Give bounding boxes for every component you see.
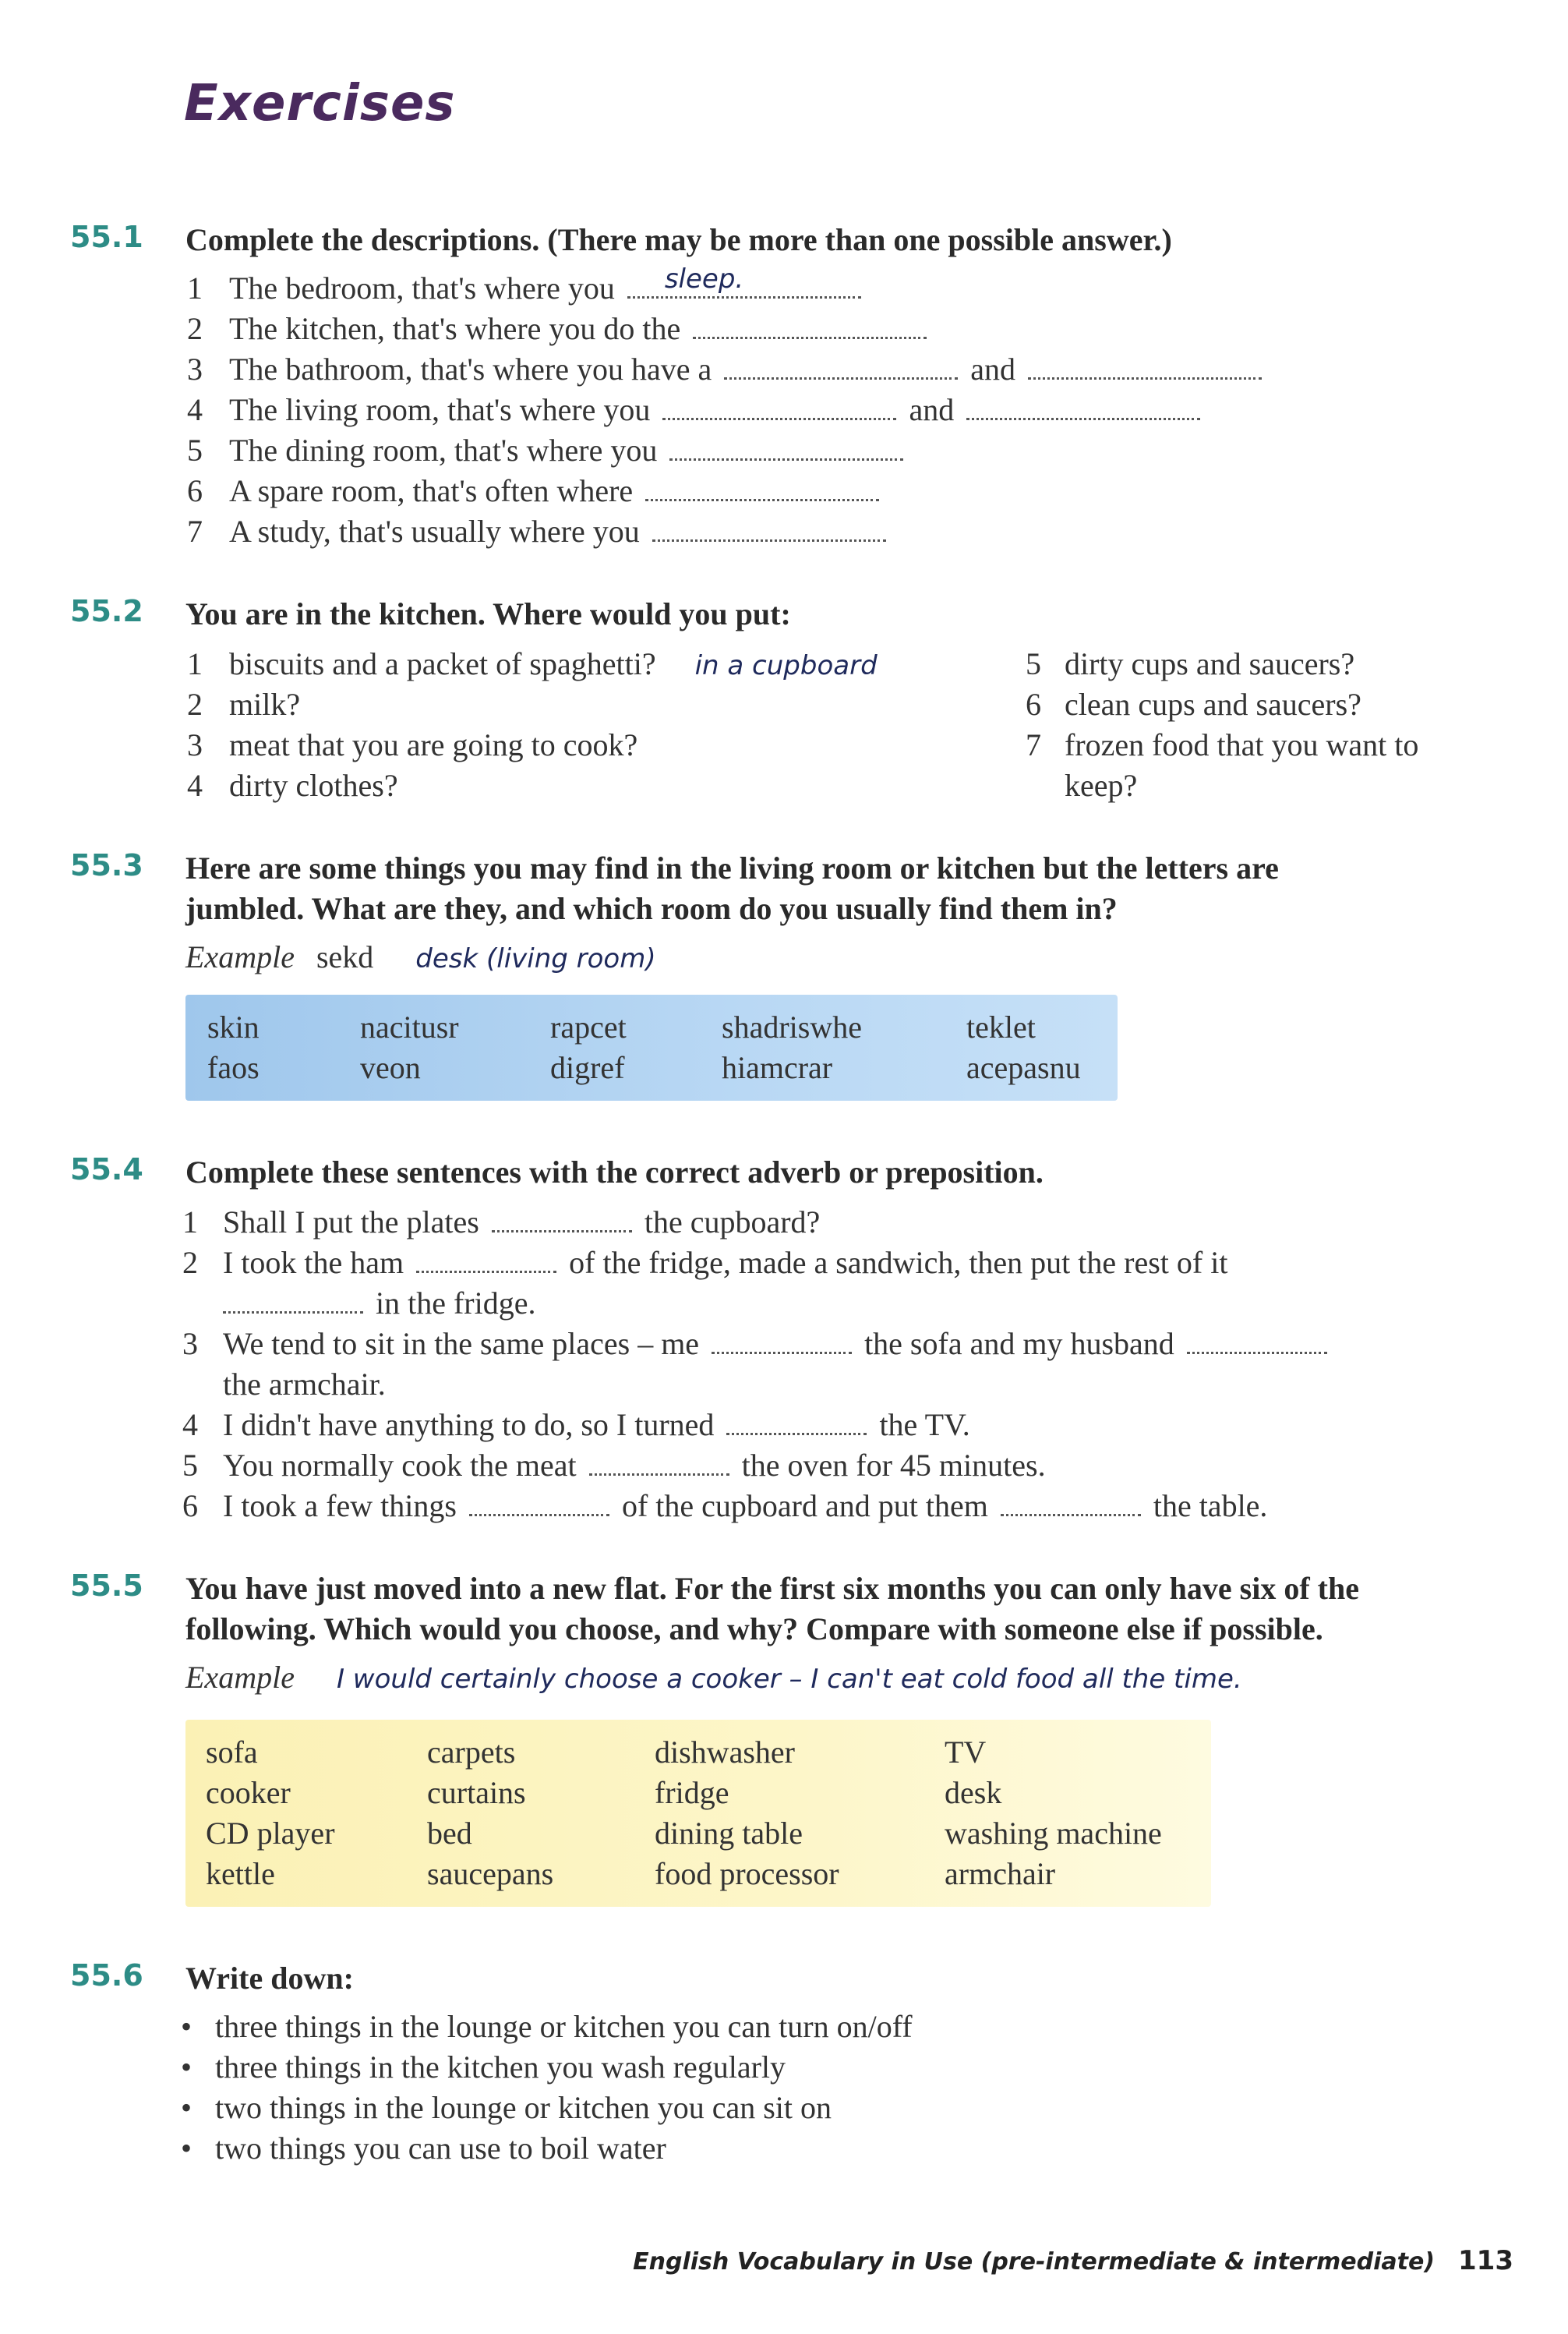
answer-blank[interactable] [645,476,879,501]
answer-blank[interactable] [712,1328,852,1354]
item-word: curtains [427,1775,526,1810]
item-number: 3 [187,352,203,387]
exercise-item [187,725,637,766]
exercise-instruction: You have just moved into a new flat. For the first six months you can only have six of the [185,1571,1359,1606]
item-number: 2 [182,1245,198,1280]
handwritten-answer: desk (living room) [415,943,656,974]
jumbled-word: nacitusr [360,1010,459,1045]
exercise-item [182,1445,1046,1486]
answer-blank[interactable] [223,1288,363,1314]
handwritten-answer: sleep. [664,263,744,295]
item-word: washing machine [945,1816,1162,1851]
page-number: 113 [1458,2245,1513,2276]
jumbled-word: skin [207,1010,260,1045]
bullet-text: three things in the lounge or kitchen you can turn on/off [215,2009,913,2044]
answer-blank[interactable] [652,516,886,542]
example-word: sekd [316,939,374,974]
item-text: The dining room, that's where you [229,433,658,468]
page-title: Exercises [184,75,456,133]
exercise-item [182,1405,970,1445]
item-number: 4 [187,768,203,803]
item-word: dishwasher [655,1735,795,1770]
jumbled-word: shadriswhe [722,1010,862,1045]
bullet-item: • two things in the lounge or kitchen you can sit on [181,2090,832,2125]
exercise-instruction: jumbled. What are they, and which room do you usually find them in? [185,891,1118,926]
exercise-item [182,1243,1227,1283]
answer-blank[interactable] [726,1409,867,1435]
example-label: Example [185,939,295,974]
item-word: saucepans [427,1856,554,1891]
item-text: the oven for 45 minutes. [741,1448,1046,1483]
connector-word: and [970,352,1015,387]
item-text: I took the ham [223,1245,404,1280]
item-number: 3 [187,727,203,762]
item-word: sofa [206,1735,258,1770]
exercise-item [187,644,878,686]
exercise-number: 55.1 [70,220,143,254]
exercise-item [187,309,931,349]
bullet-item: • three things in the kitchen you wash regularly [181,2049,786,2085]
answer-blank[interactable] [627,263,861,299]
item-text: the TV. [879,1407,970,1442]
answer-blank[interactable] [1001,1491,1141,1516]
exercise-instruction: Here are some things you may find in the living room or kitchen but the letters are [185,850,1279,886]
item-continuation: keep? [1065,768,1138,803]
exercise-number: 55.4 [70,1152,143,1186]
answer-blank[interactable] [1028,354,1262,380]
item-number: 6 [187,473,203,508]
exercise-item [187,766,398,806]
item-word: food processor [655,1856,839,1891]
jumbled-word: hiamcrar [722,1050,833,1085]
example-line [185,937,656,979]
answer-blank[interactable] [966,394,1200,420]
connector-word: and [909,392,955,427]
jumbled-word: teklet [966,1010,1036,1045]
item-text: The living room, that's where you [229,392,651,427]
bullet-item: • two things you can use to boil water [181,2131,666,2166]
exercise-instruction: You are in the kitchen. Where would you put: [185,596,791,631]
item-word: CD player [206,1816,335,1851]
exercise-number: 55.6 [70,1958,143,1993]
exercise-number: 55.5 [70,1568,143,1603]
item-text: of the cupboard and put them [621,1488,988,1523]
item-text: You normally cook the meat [223,1448,577,1483]
exercise-instruction: Complete the descriptions. (There may be more than one possible answer.) [185,222,1172,257]
answer-blank[interactable] [469,1491,609,1516]
item-number: 3 [182,1326,198,1361]
exercise-item [187,684,300,725]
item-continuation: the armchair. [223,1367,386,1402]
item-text: milk? [229,687,301,722]
exercise-number: 55.3 [70,848,143,882]
item-word: carpets [427,1735,516,1770]
item-number: 5 [182,1448,198,1483]
exercise-item [187,263,866,309]
example-line [185,1657,1242,1699]
exercise-item [187,390,1205,430]
item-text: biscuits and a packet of spaghetti? [229,646,656,681]
jumbled-word: veon [360,1050,421,1085]
answer-blank[interactable] [492,1207,632,1232]
exercise-item [1026,725,1418,766]
answer-blank[interactable] [724,354,958,380]
item-text: in the fridge. [376,1285,536,1321]
exercise-item [187,511,891,552]
item-number: 1 [182,1204,198,1239]
item-text: I didn't have anything to do, so I turned [223,1407,715,1442]
exercise-instruction: following. Which would you choose, and why? Compare with someone else if possible. [185,1611,1323,1646]
item-text: dirty clothes? [229,768,398,803]
exercise-item [182,1202,820,1243]
item-text: the cupboard? [644,1204,821,1239]
exercise-item [187,349,1266,390]
item-number: 4 [182,1407,198,1442]
exercise-item [1026,644,1354,684]
item-text: the sofa and my husband [864,1326,1174,1361]
item-text: I took a few things [223,1488,457,1523]
item-text: clean cups and saucers? [1065,687,1361,722]
item-text: We tend to sit in the same places – me [223,1326,700,1361]
book-title: English Vocabulary in Use (pre-intermediate & intermediate) [633,2248,1436,2276]
item-number: 2 [187,311,203,346]
item-number: 7 [1026,727,1041,762]
jumbled-word: acepasnu [966,1050,1081,1085]
item-text: The bathroom, that's where you have a [229,352,712,387]
exercise-item [187,471,884,511]
item-number: 5 [1026,646,1041,681]
answer-blank[interactable] [589,1450,729,1476]
item-text: of the fridge, made a sandwich, then put the rest of it [569,1245,1228,1280]
item-number: 2 [187,687,203,722]
jumbled-word: faos [207,1050,260,1085]
item-word: dining table [655,1816,803,1851]
item-number: 1 [187,646,203,681]
item-text: A spare room, that's often where [229,473,634,508]
item-word: armchair [945,1856,1056,1891]
item-text: The kitchen, that's where you do the [229,311,681,346]
item-text: A study, that's usually where you [229,514,640,549]
item-word: TV [945,1735,987,1770]
exercise-instruction: Write down: [185,1961,354,1996]
item-word: fridge [655,1775,729,1810]
answer-blank[interactable] [662,394,896,420]
answer-blank[interactable] [669,435,903,461]
item-number: 4 [187,392,203,427]
exercise-number: 55.2 [70,594,143,628]
answer-blank[interactable] [693,313,927,339]
item-word: bed [427,1816,472,1851]
item-text: Shall I put the plates [223,1204,479,1239]
example-label: Example [185,1660,295,1695]
item-number: 6 [182,1488,198,1523]
item-word: desk [945,1775,1002,1810]
item-text: the table. [1153,1488,1268,1523]
item-word: kettle [206,1856,275,1891]
item-number: 1 [187,271,203,306]
exercise-item [187,430,908,471]
exercise-item [182,1324,1332,1364]
jumbled-word: rapcet [550,1010,627,1045]
exercise-item [1026,684,1361,725]
page-footer [633,2245,1513,2276]
answer-blank[interactable] [416,1247,556,1273]
jumbled-word: digref [550,1050,625,1085]
item-number: 5 [187,433,203,468]
answer-blank[interactable] [1187,1328,1327,1354]
item-word: cooker [206,1775,291,1810]
item-text: frozen food that you want to [1065,727,1419,762]
item-text: dirty cups and saucers? [1065,646,1355,681]
item-number: 6 [1026,687,1041,722]
item-text: meat that you are going to cook? [229,727,638,762]
bullet-text: two things in the lounge or kitchen you can sit on [215,2090,832,2125]
exercise-item [223,1283,536,1324]
handwritten-answer: in a cupboard [694,650,878,681]
item-number: 7 [187,514,203,549]
handwritten-answer: I would certainly choose a cooker – I can't eat cold food all the time. [336,1664,1242,1695]
exercise-item [182,1486,1267,1526]
exercise-instruction: Complete these sentences with the correct adverb or preposition. [185,1155,1044,1190]
bullet-item: • three things in the lounge or kitchen you can turn on/off [181,2009,913,2044]
bullet-text: three things in the kitchen you wash regularly [215,2049,786,2085]
bullet-text: two things you can use to boil water [215,2131,666,2166]
item-text: The bedroom, that's where you [229,271,615,306]
